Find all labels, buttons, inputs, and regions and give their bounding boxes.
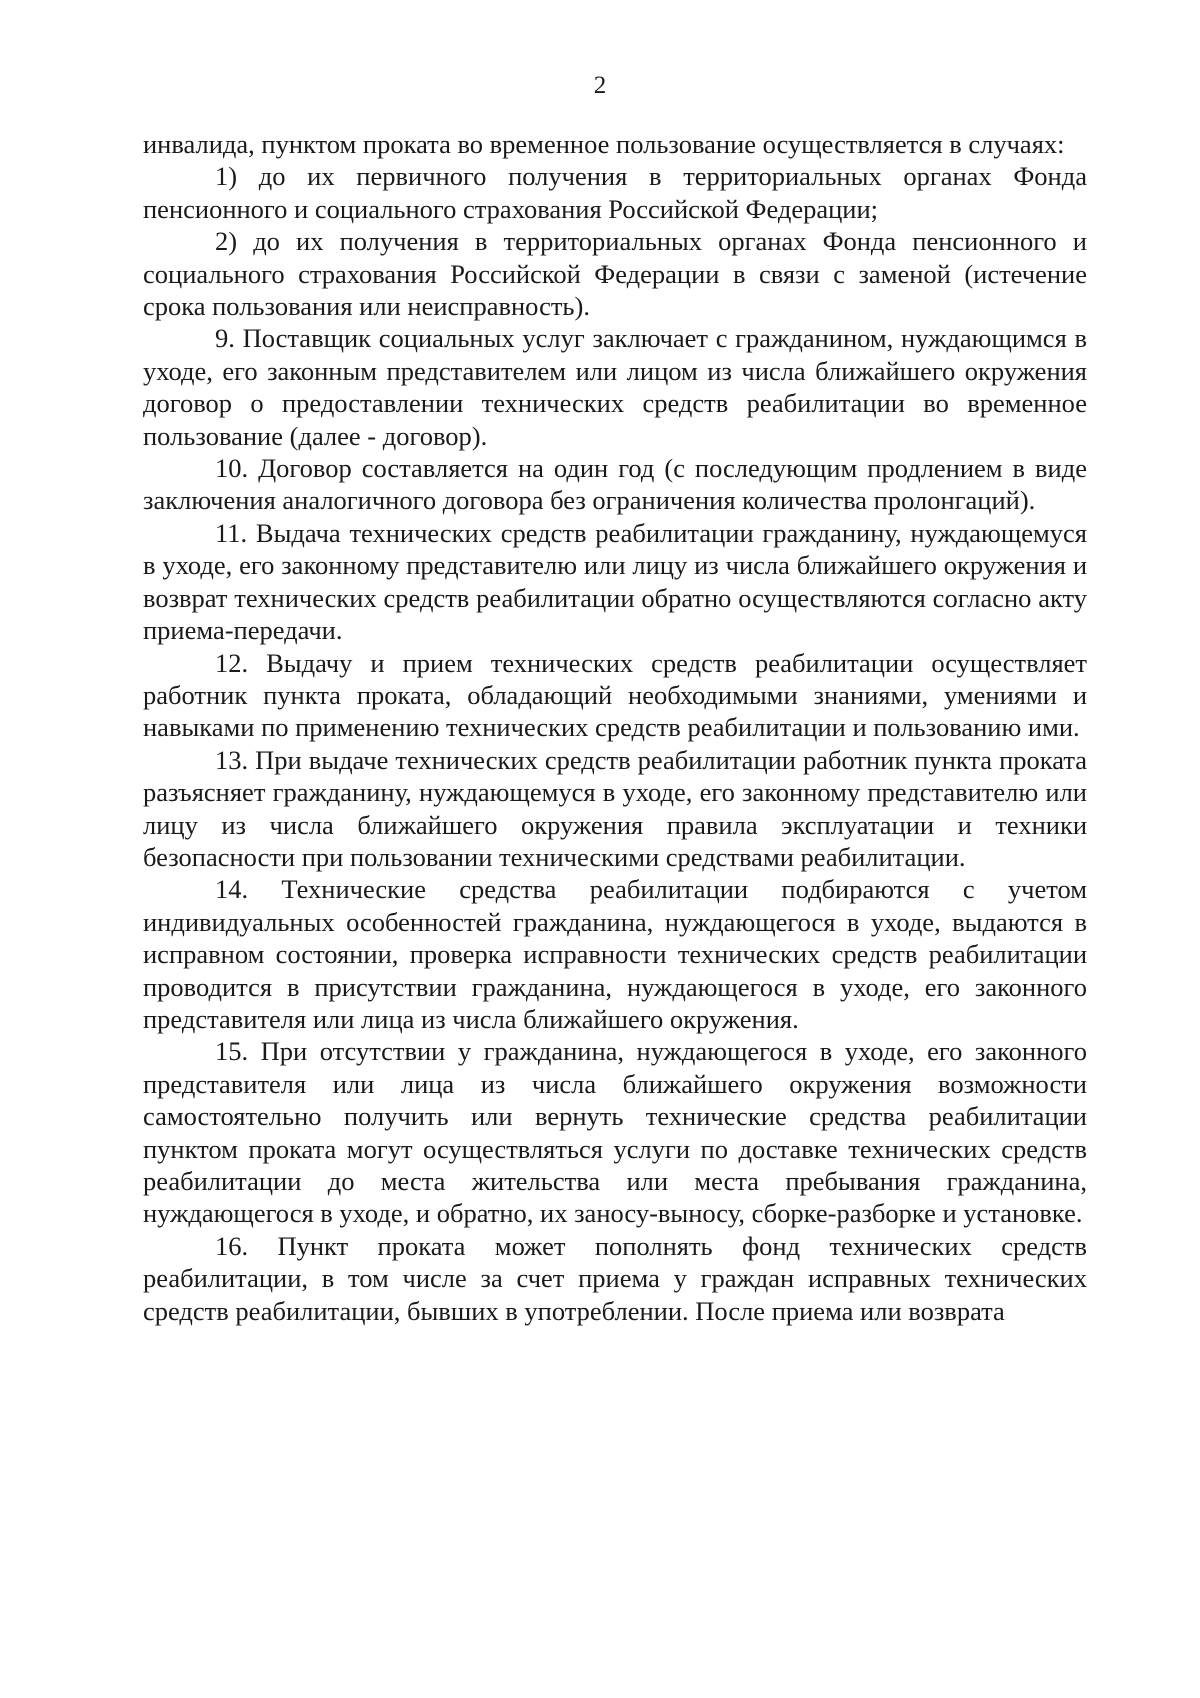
paragraph: 11. Выдача технических средств реабилитации гражданину, нуждающемуся в уходе, его законному представителю или лицу из числа ближайшего окружения и возврат технических средств реабилитации обратно осуществляются согласно акту приема-передачи. [143, 517, 1087, 646]
paragraph: 13. При выдаче технических средств реабилитации работник пункта проката разъясняет гражданину, нуждающемуся в уходе, его законному представителю или лицу из числа ближайшего окружения правила эксплуатации и техники безопасности при пользовании техническими средствами реабилитации. [143, 744, 1087, 872]
paragraph: 14. Технические средства реабилитации подбираются с учетом индивидуальных особенностей гражданина, нуждающегося в уходе, выдаются в исправном состоянии, проверка исправности технических средств реабилитации проводится в присутствии гражданина, нуждающегося в уходе, его законного представителя или лица из числа ближайшего окружения. [143, 874, 1087, 1034]
paragraph: 2) до их получения в территориальных органах Фонда пенсионного и социального страхования Российской Федерации в связи с заменой (истечение срока пользования или неисправность). [143, 226, 1087, 322]
paragraph: 9. Поставщик социальных услуг заключает с гражданином, нуждающимся в уходе, его законным представителем или лицом из числа ближайшего окружения договор о предоставлении технических средств реабилитации во временное пользование (далее - договор). [143, 323, 1087, 451]
paragraph: 10. Договор составляется на один год (с последующим продлением в виде заключения аналогичного договора без ограничения количества пролонгаций). [143, 453, 1087, 516]
paragraph: 15. При отсутствии у гражданина, нуждающегося в уходе, его законного представителя или лица из числа ближайшего окружения возможности самостоятельно получить или вернуть технические средства реабилитации пунктом проката могут осуществляться услуги по доставке технических средств реабилитации до места жительства или места пребывания гражданина, нуждающегося в уходе, и обратно, их заносу-выносу, сборке-разборке и установке. [143, 1036, 1087, 1229]
paragraph: 1) до их первичного получения в территориальных органах Фонда пенсионного и социального страхования Российской Федерации; [143, 161, 1087, 224]
document-body [143, 128, 1087, 1327]
paragraph: инвалида, пунктом проката во временное пользование осуществляется в случаях: [143, 129, 1065, 159]
paragraph: 16. Пункт проката может пополнять фонд технических средств реабилитации, в том числе за счет приема у граждан исправных технических средств реабилитации, бывших в употреблении. После приема или возврата [143, 1230, 1087, 1326]
page-number: 2 [593, 72, 607, 99]
paragraph: 12. Выдачу и прием технических средств реабилитации осуществляет работник пункта проката, обладающий необходимыми знаниями, умениями и навыками по применению технических средств реабилитации и пользованию ими. [143, 647, 1087, 743]
